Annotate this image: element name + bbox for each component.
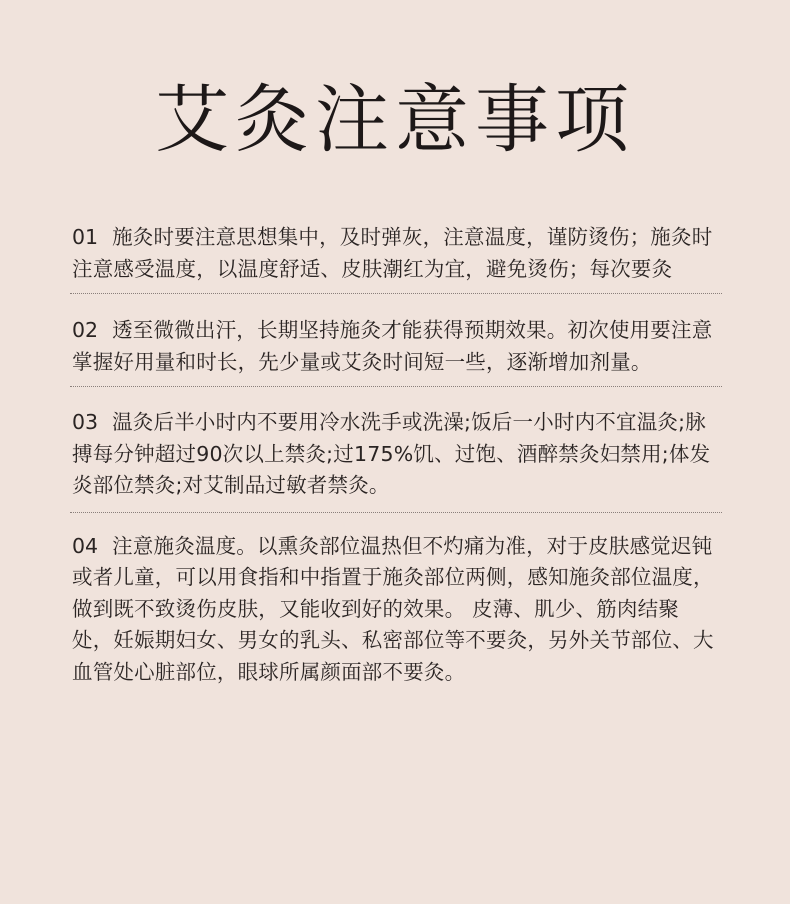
divider (70, 512, 722, 513)
item-number: 01 (72, 225, 99, 249)
item-text: 施灸时要注意思想集中，及时弹灰，注意温度，谨防烫伤；施灸时注意感受温度，以温度舒适、皮肤潮红为宜，避免烫伤；每次要灸 (72, 225, 713, 281)
divider (70, 293, 722, 294)
list-item (70, 531, 722, 689)
item-text: 注意施灸温度。以熏灸部位温热但不灼痛为准，对于皮肤感觉迟钝或者儿童，可以用食指和中指置于施灸部位两侧，感知施灸部位温度，做到既不致烫伤皮肤，又能收到好的效果。 皮薄、肌少、筋肉结聚处，妊娠期妇女、男女的乳头、私密部位等不要灸，另外关节部位、大血管处心脏部位，眼球所属颜面部不要灸。 (72, 533, 714, 684)
item-text: 温灸后半小时内不要用冷水洗手或洗澡;饭后一小时内不宜温灸;脉搏每分钟超过90次以上禁灸;过175%饥、过饱、酒醉禁灸妇禁用;体发炎部位禁灸;对艾制品过敏者禁灸。 (72, 410, 711, 497)
precautions-list (70, 222, 722, 688)
item-number: 02 (72, 318, 99, 342)
item-number: 04 (72, 533, 99, 558)
item-text: 透至微微出汗，长期坚持施灸才能获得预期效果。初次使用要注意掌握好用量和时长，先少量或艾灸时间短一些，逐渐增加剂量。 (72, 318, 713, 374)
list-item (70, 315, 722, 378)
divider (70, 386, 722, 387)
list-item (70, 407, 722, 502)
list-item (70, 222, 722, 285)
item-number: 03 (72, 410, 99, 434)
page-title: 艾灸注意事项 (155, 77, 635, 163)
